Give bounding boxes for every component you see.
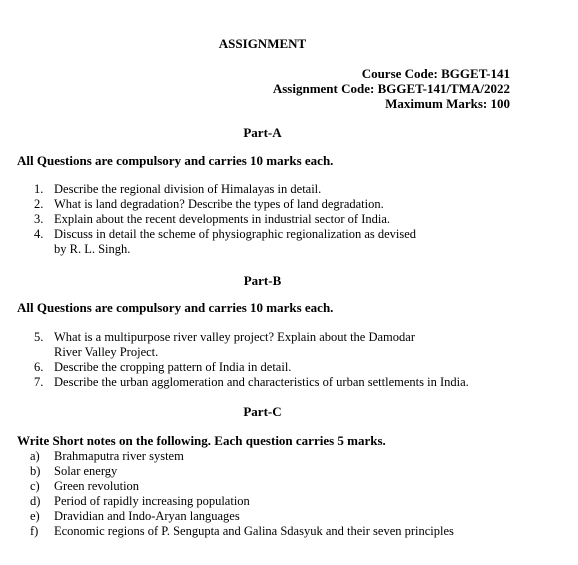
- question-text: Describe the cropping pattern of India in detail.: [54, 360, 292, 374]
- item-text: Economic regions of P. Sengupta and Galina Sdasyuk and their seven principles: [54, 524, 454, 538]
- list-item: [0, 449, 540, 464]
- assignment-code: Assignment Code: BGGET-141/TMA/2022: [272, 81, 510, 96]
- question-text: Describe the regional division of Himalayas in detail.: [54, 182, 322, 196]
- item-label: f): [30, 524, 39, 538]
- question-number: 6.: [34, 360, 44, 374]
- question-item: [0, 182, 520, 197]
- question-number: 1.: [34, 182, 44, 196]
- part-b-heading: Part-B: [243, 273, 282, 288]
- question-item: [0, 330, 520, 360]
- course-info-block: [273, 66, 510, 111]
- question-text: Explain about the recent developments in industrial sector of India.: [54, 212, 391, 226]
- question-number: 3.: [34, 212, 44, 226]
- question-item: [0, 212, 520, 227]
- course-code: Course Code: BGGET-141: [361, 66, 510, 81]
- question-text: Discuss in detail the scheme of physiographic regionalization as devised by R. L. Singh.: [54, 227, 417, 256]
- part-c-heading: Part-C: [243, 404, 282, 419]
- part-a-question-list: [0, 182, 520, 257]
- list-item: [0, 509, 540, 524]
- part-c-short-notes-list: [0, 449, 540, 539]
- part-c-instruction: Write Short notes on the following. Each question carries 5 marks.: [17, 433, 386, 448]
- part-a-heading: Part-A: [243, 125, 282, 140]
- item-label: b): [30, 464, 41, 478]
- question-text: What is a multipurpose river valley project? Explain about the Damodar River Valley Project.: [54, 330, 415, 359]
- question-item: [0, 375, 520, 390]
- maximum-marks: Maximum Marks: 100: [385, 96, 510, 111]
- part-a-instruction: All Questions are compulsory and carries 10 marks each.: [17, 153, 334, 168]
- question-item: [0, 197, 520, 212]
- question-number: 7.: [34, 375, 44, 389]
- item-text: Dravidian and Indo-Aryan languages: [54, 509, 240, 523]
- item-label: d): [30, 494, 41, 508]
- question-number: 4.: [34, 227, 44, 241]
- question-item: [0, 360, 520, 375]
- list-item: [0, 464, 540, 479]
- item-label: e): [30, 509, 40, 523]
- list-item: [0, 494, 540, 509]
- document-title: ASSIGNMENT: [218, 36, 307, 51]
- part-b-question-list: [0, 330, 520, 390]
- item-text: Brahmaputra river system: [54, 449, 184, 463]
- part-b-instruction: All Questions are compulsory and carries 10 marks each.: [17, 300, 334, 315]
- question-text: Describe the urban agglomeration and characteristics of urban settlements in India.: [54, 375, 469, 389]
- question-number: 5.: [34, 330, 44, 344]
- item-text: Period of rapidly increasing population: [54, 494, 250, 508]
- list-item: [0, 479, 540, 494]
- question-item: [0, 227, 520, 257]
- list-item: [0, 524, 540, 539]
- question-text: What is land degradation? Describe the types of land degradation.: [54, 197, 384, 211]
- item-text: Solar energy: [54, 464, 118, 478]
- item-label: a): [30, 449, 40, 463]
- question-number: 2.: [34, 197, 44, 211]
- item-text: Green revolution: [54, 479, 140, 493]
- item-label: c): [30, 479, 40, 493]
